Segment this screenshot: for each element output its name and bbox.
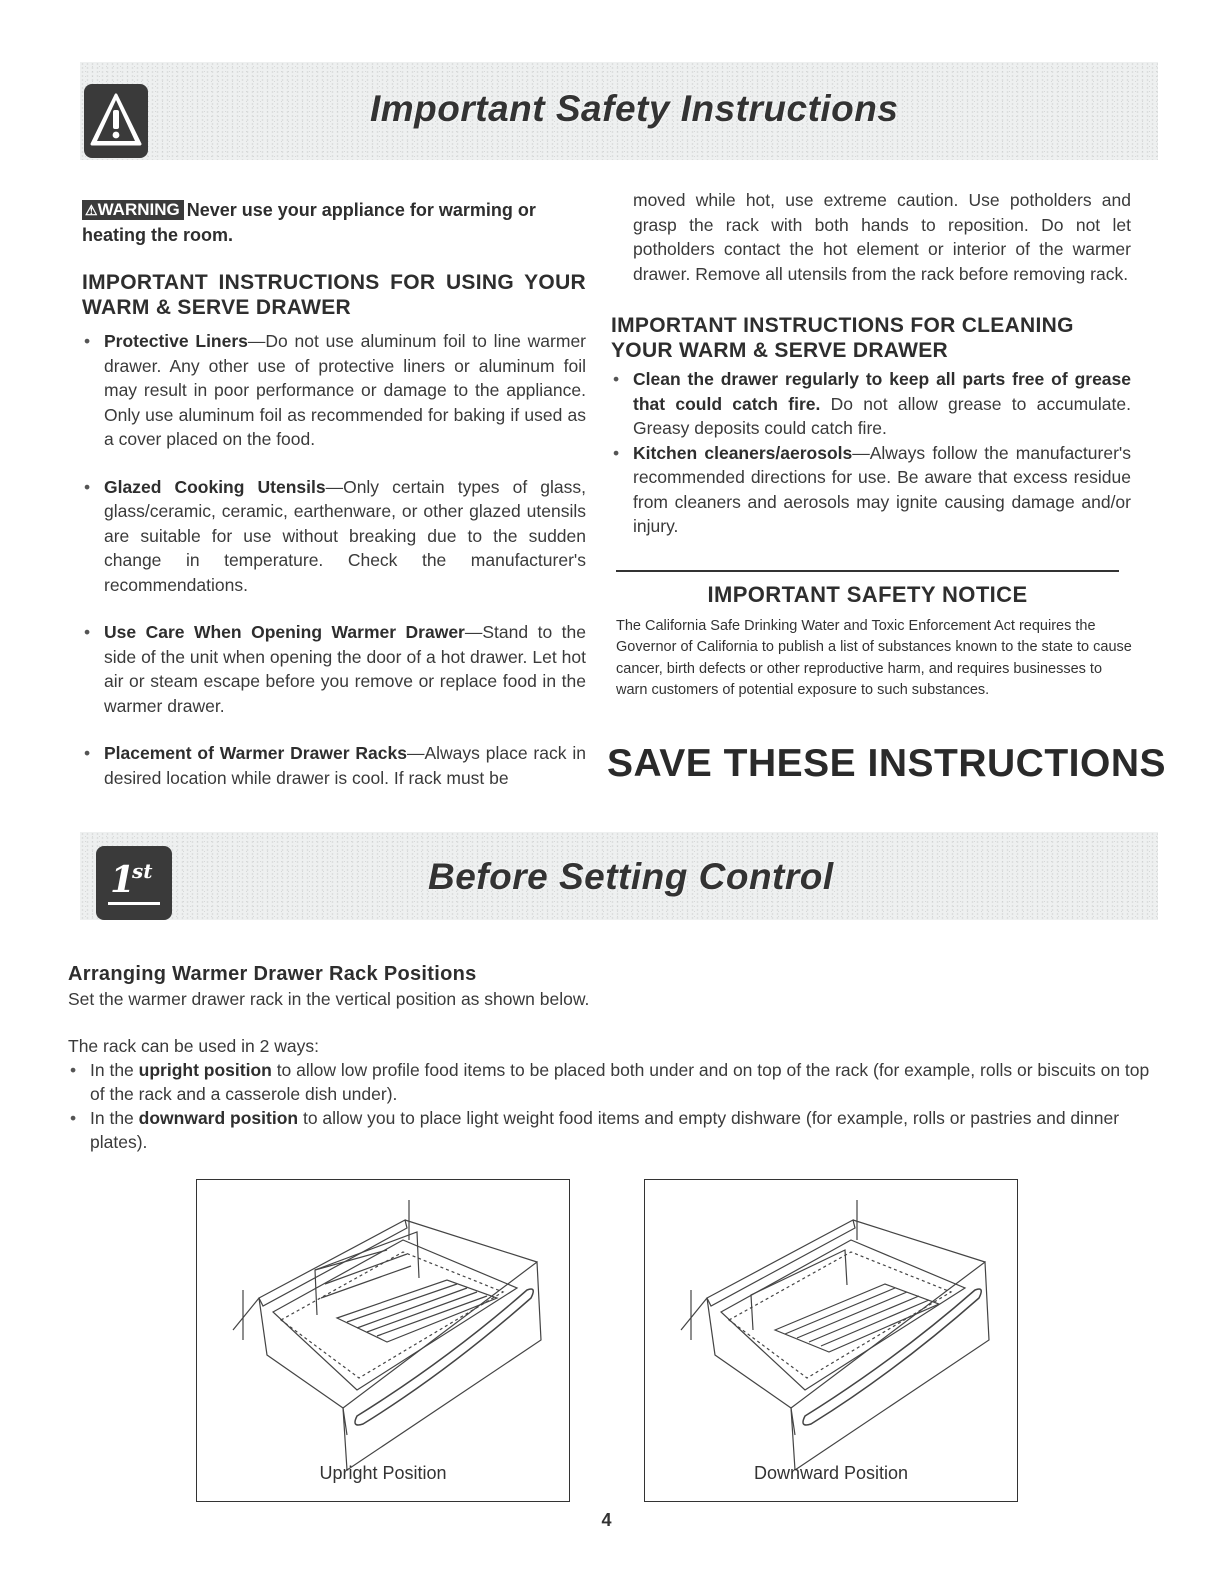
notice-body: The California Safe Drinking Water and Toxic Enforcement Act requires the Governor of California to publish a list of substances known to the state to cause cancer, birth defects or other reproductive harm, and requires businesses to warn customers of potential exposure to such substances. <box>616 618 1132 698</box>
warning-small-icon: ⚠ <box>85 202 98 218</box>
right-column <box>611 188 1131 539</box>
list-item: • In the downward position to allow you to place light weight food items and empty dishware (for example, rolls or pastries and dinner plates). <box>68 1106 1158 1154</box>
notice-divider <box>616 570 1119 572</box>
warning-statement <box>82 198 588 247</box>
notice-title: IMPORTANT SAFETY NOTICE <box>707 582 1028 607</box>
arranging-intro: Set the warmer drawer rack in the vertical position as shown below. <box>68 989 590 1009</box>
upright-caption: Upright Position <box>319 1463 447 1483</box>
before-setting-title: Before Setting Control <box>428 856 834 897</box>
downward-figure <box>644 1179 1018 1502</box>
save-instructions: SAVE THESE INSTRUCTIONS <box>607 742 1167 785</box>
continued-text: moved while hot, use extreme caution. Use potholders and grasp the rack with both hands to reposition. Do not let potholders contact the hot element or interior of the warmer drawer. Remove all utensils from the rack before removing rack. <box>633 190 1131 284</box>
list-item: • In the upright position to allow low profile food items to be placed both under and on top of the rack (for example, rolls or biscuits on top of the rack and a casserole dish under). <box>68 1058 1158 1106</box>
safety-banner-title: Important Safety Instructions <box>370 88 899 129</box>
svg-text:1: 1 <box>110 859 136 901</box>
first-step-icon <box>96 846 172 920</box>
downward-caption: Downward Position <box>753 1463 909 1483</box>
using-heading: IMPORTANT INSTRUCTIONS FOR USING YOUR WARM & SERVE DRAWER <box>82 271 586 319</box>
left-column <box>82 270 586 790</box>
list-item: • Glazed Cooking Utensils—Only certain types of glass, glass/ceramic, ceramic, earthenware, or other glazed utensils are suitable for use without breaking due to the sudden change in temperature. Check the manufacturer's recommendations. <box>82 475 586 598</box>
warning-label: ⚠WARNING <box>82 200 184 220</box>
cleaning-heading: IMPORTANT INSTRUCTIONS FOR CLEANING YOUR WARM & SERVE DRAWER <box>611 314 1074 362</box>
arranging-heading: Arranging Warmer Drawer Rack Positions <box>68 963 477 985</box>
drawer-upright-illustration <box>197 1180 569 1470</box>
warning-triangle-icon <box>84 84 148 158</box>
page-number: 4 <box>601 1510 612 1530</box>
list-item: • Placement of Warmer Drawer Racks—Always place rack in desired location while drawer is cool. If rack must be <box>82 741 586 790</box>
list-item: • Kitchen cleaners/aerosols—Always follow the manufacturer's recommended directions for use. Be aware that excess residue from cleaners and aerosols may ignite causing damage and/or injury. <box>611 441 1131 539</box>
arranging-ways: The rack can be used in 2 ways: <box>68 1036 319 1056</box>
upright-figure <box>196 1179 570 1502</box>
warning-text: Never use your appliance for warming or heating the room. <box>82 200 536 245</box>
list-item: • Protective Liners—Do not use aluminum foil to line warmer drawer. Any other use of protective liners or aluminum foil may result in poor performance or damage to the appliance. Only use aluminum foil as recommended for baking if used as a cover placed on the food. <box>82 329 586 452</box>
first-badge <box>96 846 172 920</box>
list-item: • Clean the drawer regularly to keep all parts free of grease that could catch fire. Do not allow grease to accumulate. Greasy deposits could catch fire. <box>611 367 1131 441</box>
list-item: • Use Care When Opening Warmer Drawer—Stand to the side of the unit when opening the door of a hot drawer. Let hot air or steam escape before you remove or replace food in the warmer drawer. <box>82 620 586 718</box>
warning-badge <box>84 84 148 158</box>
svg-text:st: st <box>132 859 153 883</box>
drawer-downward-illustration <box>645 1180 1017 1470</box>
arranging-section <box>68 962 1158 1154</box>
